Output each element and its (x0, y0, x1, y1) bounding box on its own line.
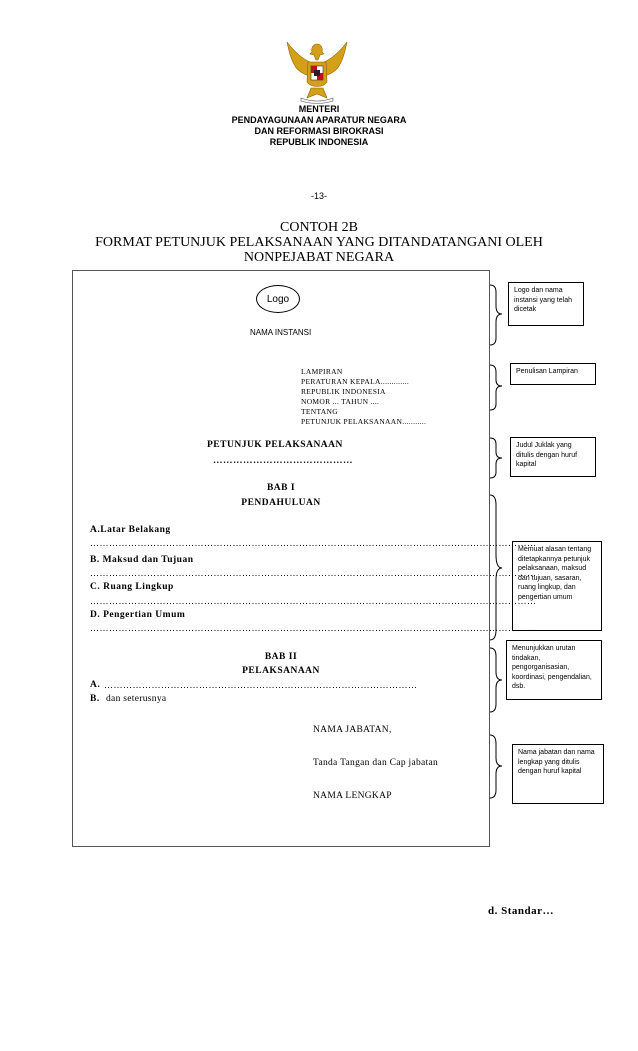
lampiran-line: REPUBLIK INDONESIA (301, 387, 386, 396)
lampiran-line: TENTANG (301, 407, 338, 416)
lampiran-line: PETUNJUK PELAKSANAAN........... (301, 417, 427, 426)
lampiran-line: PERATURAN KEPALA............. (301, 377, 410, 386)
brace-logo (490, 285, 502, 345)
signature-seal: Tanda Tangan dan Cap jabatan (313, 758, 439, 768)
dots-line: …………………………………………………………………………………………………………………………… (90, 538, 537, 548)
dots-line: …………………………………………………………………………………………………………………………… (90, 623, 537, 633)
brace-nama (490, 735, 502, 798)
dots-line: …………………………………………………………………………………………………………………………… (90, 568, 537, 578)
note-nama: Nama jabatan dan nama lengkap yang ditulis dengan huruf kapital (512, 744, 604, 804)
signature-title: NAMA JABATAN, (313, 725, 392, 735)
page-title-3: NONPEJABAT NEGARA (243, 250, 395, 265)
logo-placeholder: Logo (256, 285, 300, 313)
dots-line: …………………………………………………………………………………………………………………………… (90, 596, 537, 606)
brace-urutan (490, 648, 502, 712)
item-a-dots: ……………………………………………………………………………………… (104, 680, 418, 690)
brace-judul (490, 438, 502, 478)
brace-alasan (490, 495, 502, 640)
next-page-reference: d. Standar… (488, 905, 555, 917)
page-title: CONTOH 2B (280, 220, 358, 235)
header-ministry: MENTERI (298, 104, 340, 114)
header-ministry-3: DAN REFORMASI BIROKRASI (254, 126, 384, 136)
garuda-emblem-icon (283, 38, 351, 104)
section-c: C. Ruang Lingkup (90, 582, 174, 592)
section-b: B. Maksud dan Tujuan (90, 555, 194, 565)
institution-name: NAMA INSTANSI (250, 328, 312, 337)
bab1-heading: BAB I (266, 483, 296, 493)
lampiran-line: LAMPIRAN (301, 367, 343, 376)
section-a: A.Latar Belakang (90, 525, 171, 535)
brace-lampiran (490, 365, 502, 410)
page-title-2: FORMAT PETUNJUK PELAKSANAAN YANG DITANDATANGANI OLEH (95, 235, 543, 250)
doc-title: PETUNJUK PELAKSANAAN (207, 440, 343, 450)
lampiran-block (301, 367, 426, 427)
note-urutan: Menunjukkan urutan tindakan, pengorganisasian, koordinasi, pengendalian, dsb. (506, 640, 602, 700)
bab2-title: PELAKSANAAN (242, 666, 320, 676)
note-alasan: Memuat alasan tentang ditetapkannya petunjuk pelaksanaan, maksud dan tujuan, sasaran, ruang lingkup, dan pengertian umum (512, 541, 602, 631)
item-b-text: dan seterusnya (106, 694, 167, 704)
section-d: D. Pengertian Umum (90, 610, 186, 620)
note-lampiran: Penulisan Lampiran (510, 363, 596, 385)
lampiran-line: NOMOR ... TAHUN .... (301, 397, 380, 406)
header-ministry-4: REPUBLIK INDONESIA (269, 137, 369, 147)
page-number: -13- (310, 191, 327, 201)
note-judul: Judul Juklak yang ditulis dengan huruf kapital (510, 437, 596, 477)
doc-title-dots: …………………………………… (213, 456, 353, 466)
signature-name: NAMA LENGKAP (313, 791, 392, 801)
note-logo: Logo dan nama instansi yang telah dicetak (508, 282, 584, 326)
header-ministry-2: PENDAYAGUNAAN APARATUR NEGARA (231, 115, 407, 125)
bab1-title: PENDAHULUAN (241, 498, 321, 508)
item-b-label: B. (90, 694, 100, 704)
item-a-label: A. (90, 680, 101, 690)
bab2-heading: BAB II (264, 652, 298, 662)
